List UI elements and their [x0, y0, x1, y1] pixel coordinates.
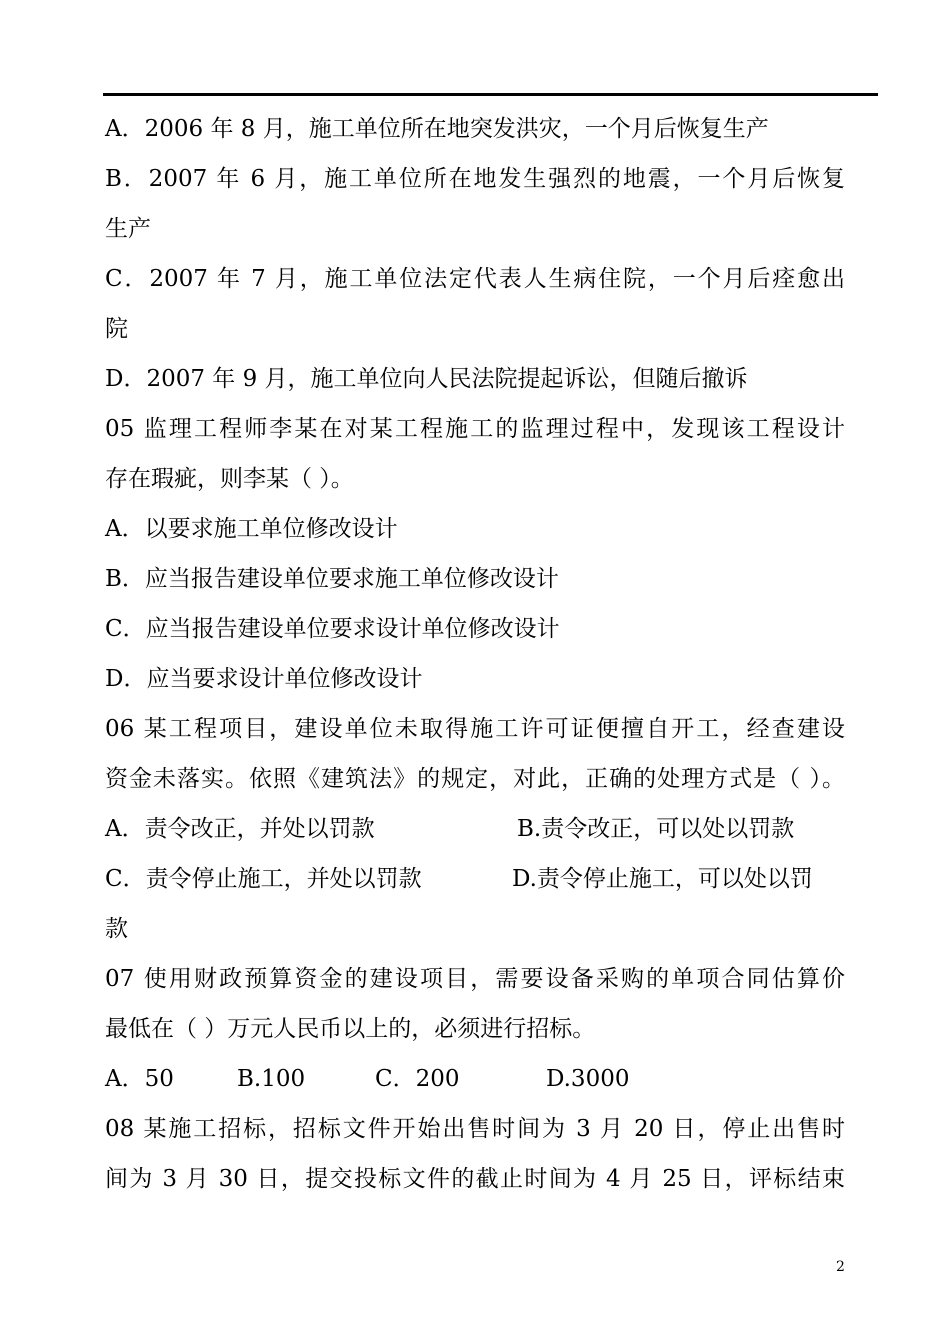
- q06-option-a: A．责令改正，并处以罚款: [105, 816, 375, 842]
- q07-option-c: C．200: [375, 1066, 460, 1092]
- q06-option-b: B.责令改正，可以处以罚款: [517, 816, 795, 842]
- q07-option-b: B.100: [237, 1066, 306, 1092]
- option-b-continuation: 生产: [105, 216, 151, 242]
- option-d-line: D．2007 年 9 月，施工单位向人民法院提起诉讼，但随后撤诉: [105, 366, 748, 392]
- question-05-line-1: 05 监理工程师李某在对某工程施工的监理过程中，发现该工程设计: [105, 416, 845, 442]
- page-number: 2: [836, 1259, 845, 1275]
- question-08-line-1: 08 某施工招标，招标文件开始出售时间为 3 月 20 日，停止出售时: [105, 1116, 845, 1142]
- document-body: [105, 104, 845, 1204]
- question-08-line-2: 间为 3 月 30 日，提交投标文件的截止时间为 4 月 25 日，评标结束: [105, 1166, 845, 1192]
- q05-option-c: C．应当报告建设单位要求设计单位修改设计: [105, 616, 560, 642]
- q06-option-d-continuation: 款: [105, 916, 128, 942]
- option-c-continuation: 院: [105, 316, 128, 342]
- question-05-line-2: 存在瑕疵，则李某（ ）。: [105, 466, 354, 492]
- q05-option-b: B．应当报告建设单位要求施工单位修改设计: [105, 566, 559, 592]
- header-rule: [103, 93, 878, 96]
- q05-option-d: D．应当要求设计单位修改设计: [105, 666, 423, 692]
- q06-option-d: D.责令停止施工，可以处以罚: [512, 866, 813, 892]
- q07-option-d: D.3000: [546, 1066, 630, 1092]
- question-06-line-2: 资金未落实。依照《建筑法》的规定，对此，正确的处理方式是（ ）。: [105, 766, 845, 792]
- q05-option-a: A．以要求施工单位修改设计: [105, 516, 398, 542]
- option-a-line: A．2006 年 8 月，施工单位所在地突发洪灾，一个月后恢复生产: [105, 116, 769, 142]
- q07-option-a: A．50: [105, 1066, 174, 1092]
- option-c-line: C．2007 年 7 月，施工单位法定代表人生病住院，一个月后痊愈出: [105, 266, 845, 292]
- q06-options-cd: [105, 854, 845, 904]
- option-b-line: B．2007 年 6 月，施工单位所在地发生强烈的地震，一个月后恢复: [105, 166, 845, 192]
- q07-options: [105, 1054, 845, 1104]
- question-07-line-1: 07 使用财政预算资金的建设项目，需要设备采购的单项合同估算价: [105, 966, 845, 992]
- q06-option-c: C．责令停止施工，并处以罚款: [105, 866, 422, 892]
- question-06-line-1: 06 某工程项目，建设单位未取得施工许可证便擅自开工，经查建设: [105, 716, 845, 742]
- q06-options-ab: [105, 804, 845, 854]
- question-07-line-2: 最低在（ ）万元人民币以上的，必须进行招标。: [105, 1016, 596, 1042]
